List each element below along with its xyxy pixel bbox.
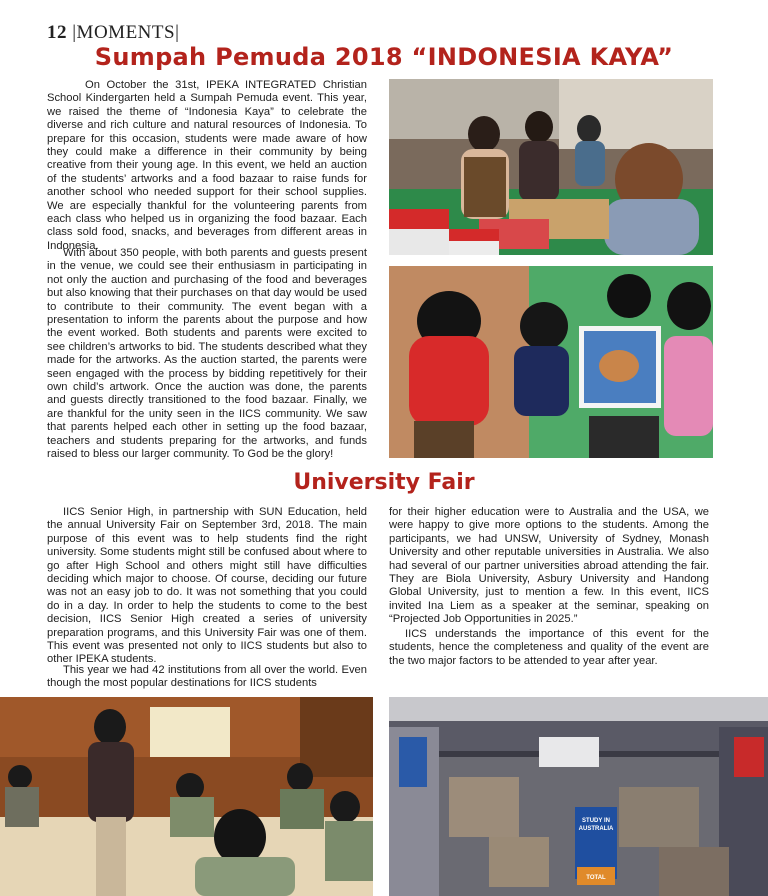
banner-total: TOTAL xyxy=(586,875,606,881)
article-title-sumpah-pemuda: Sumpah Pemuda 2018 “INDONESIA KAYA” xyxy=(94,43,674,71)
fair-hall-photo xyxy=(389,697,768,896)
article2-paragraph-1: IICS Senior High, in partnership with SUN Education, held the annual University Fair on September 3rd, 2018. The main purpose of this event was to help students find the right university. Some students might still be confused about where to go after High School and others might still have difficulties deciding which major to choose. Of course, deciding our future was not an easy job to do. It was not something that you could do in a day. In order to help the students to come to the best decision, IICS Senior High created a series of university preparation programs, and this University Fair was one of them. This event was presented not only to IICS students but also to other IPEKA students. xyxy=(47,506,367,666)
food-bazaar-photo-icon xyxy=(389,79,713,255)
article2-paragraph-2: This year we had 42 institutions from all over the world. Even though the most popular destinations for IICS students xyxy=(47,664,367,690)
article2-paragraph-4: IICS understands the importance of this event for the students, hence the completeness and quality of the event are the two major factors to be attended to year after year. xyxy=(389,628,709,667)
article-title-university-fair: University Fair xyxy=(293,470,475,495)
kids-artwork-photo xyxy=(389,266,713,458)
banner-australia: AUSTRALIA xyxy=(578,826,614,832)
article1-paragraph-2: With about 350 people, with both parents and guests present in the venue, we could see their enthusiasm in participating in not only the auction and purchasing of the food and beverages but also knowing that their purchases on that day would be used to contribute to their community. The event began with a presentation to inform the parents about the purpose and how the event worked. Both students and parents were excited to see children’s artworks to bid. The students described what they made for the artworks. As the auction started, the parents were seen engaged with the process by bidding repetitively for their own child’s artwork. Once the auction was done, the parents and guests directly transitioned to the food bazaar. Finally, we are thankful for the unity seen in the IICS community. We saw that parents helped each other in setting up the food bazaar, teachers and students preparing for the artworks, and funds raised to bless our larger community. To God be the glory! xyxy=(47,247,367,461)
food-bazaar-photo xyxy=(389,79,713,255)
section-label: |MOMENTS| xyxy=(72,22,180,43)
kids-artwork-photo-icon xyxy=(389,266,713,458)
page-number: 12 xyxy=(47,22,67,43)
page-header xyxy=(47,22,179,44)
seminar-photo-icon xyxy=(0,697,373,896)
article1-paragraph-1: On October the 31st, IPEKA INTEGRATED Christian School Kindergarten held a Sumpah Pemuda event. This year, we raised the theme of “Indonesia Kaya” to celebrate the diverse and rich culture and natural resources of Indonesia. To prepare for this occasion, students were made aware of how they could make a difference in their community by being creative from their young age. In this event, we held an auction of the students’ artworks and a food bazaar to raise funds for another school who needed support for their school supplies. We are especially thankful for the volunteering parents from each class who helped us in organizing the food bazaar. Each class sold food, snacks, and beverages from different areas in Indonesia. xyxy=(47,79,367,252)
fair-hall-photo-icon xyxy=(389,697,768,896)
seminar-photo xyxy=(0,697,373,896)
banner-study-in: STUDY IN xyxy=(582,818,610,824)
article2-paragraph-3: for their higher education were to Australia and the USA, we were happy to give more options to the students. Among the participants, we had UNSW, University of Sydney, Monash University and other reputable universities in Australia. We also had several of our partner universities abroad attending the fair. They are Biola University, Asbury University and Handong Global University, just to mention a few. In this event, IICS invited Ina Liem as a speaker at the seminar, speaking on “Projected Job Opportunities in 2025.” xyxy=(389,506,709,626)
